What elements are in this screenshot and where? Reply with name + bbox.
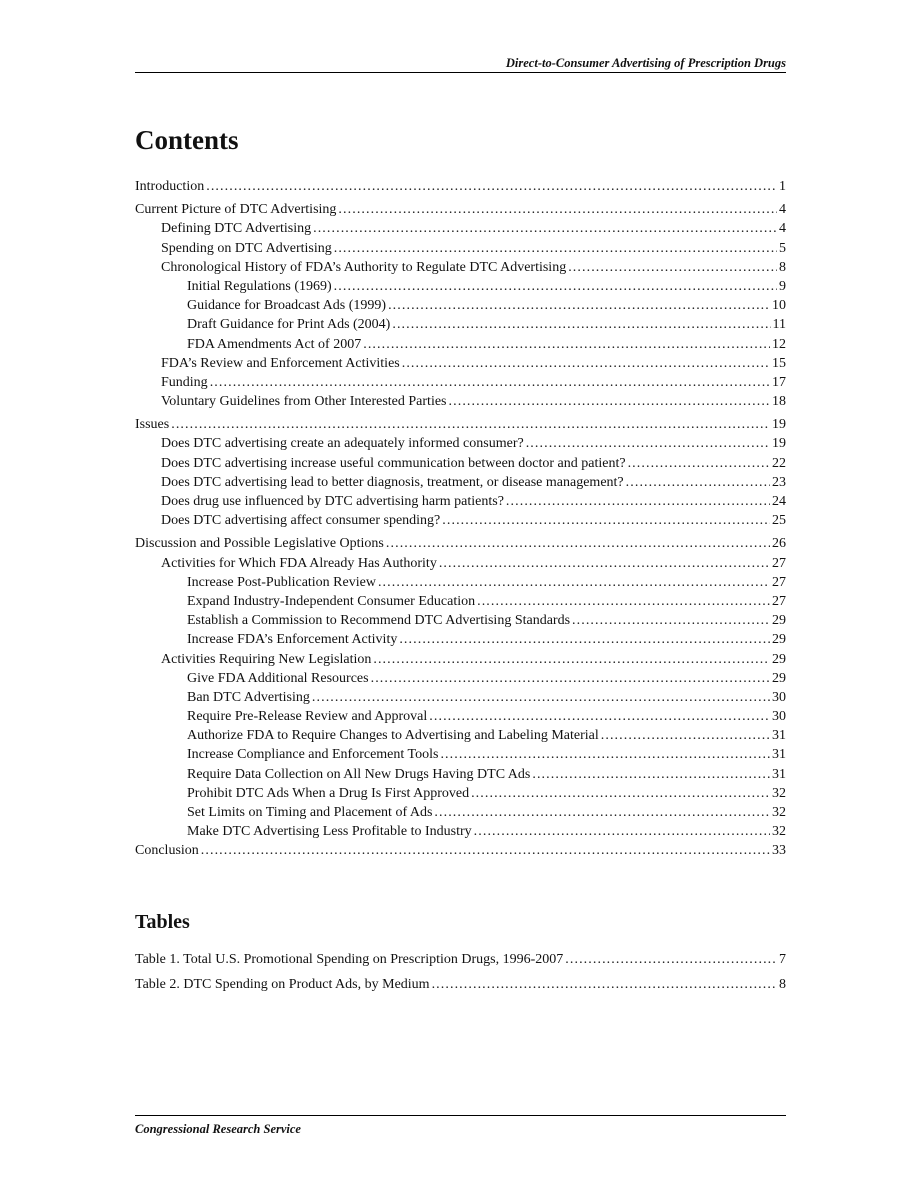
toc-entry-title: Prohibit DTC Ads When a Drug Is First Approved (187, 785, 470, 801)
running-footer: Congressional Research Service (135, 1122, 301, 1136)
leader-dots (171, 415, 770, 434)
toc-entry-page: 23 (772, 474, 786, 490)
toc-entry-title: Give FDA Additional Resources (187, 670, 369, 686)
leader-dots (201, 841, 770, 860)
toc-entry-page: 19 (772, 417, 786, 433)
toc-entry[interactable] (135, 573, 786, 592)
toc-entry-page: 18 (772, 394, 786, 410)
toc-entry-page: 24 (772, 494, 786, 509)
toc-entry-title: Establish a Commission to Recommend DTC Advertising Standards (187, 613, 571, 629)
leader-dots (434, 803, 770, 822)
table-entry-title: Table 1. Total U.S. Promotional Spending on Prescription Drugs, 1996-2007 (135, 952, 564, 967)
leader-dots (440, 745, 770, 764)
leader-dots (432, 975, 777, 994)
toc-entry-page: 12 (772, 336, 786, 352)
toc-entry[interactable] (135, 492, 786, 511)
toc-entry-page: 30 (772, 689, 786, 705)
toc-entry-page: 11 (772, 317, 786, 333)
toc-entry[interactable] (135, 688, 786, 707)
toc-entry[interactable] (135, 239, 786, 258)
leader-dots (429, 707, 770, 726)
toc-entry-page: 4 (779, 221, 786, 237)
table-entry-title: Table 2. DTC Spending on Product Ads, by Medium (135, 977, 430, 993)
toc-entry-page: 9 (779, 278, 786, 294)
toc-entry-page: 30 (772, 709, 786, 725)
leader-dots (312, 688, 770, 707)
toc-entry-title: Activities for Which FDA Already Has Authority (161, 555, 437, 571)
leader-dots (373, 650, 770, 669)
toc-entry[interactable] (135, 669, 786, 688)
toc-entry[interactable] (135, 841, 786, 860)
leader-dots (477, 592, 770, 611)
toc-entry-title: Does drug use influenced by DTC advertising harm patients? (161, 494, 504, 509)
leader-dots (338, 200, 777, 219)
toc-entry[interactable] (135, 511, 786, 530)
toc-entry-title: Discussion and Possible Legislative Options (135, 536, 384, 552)
leader-dots (439, 554, 770, 573)
toc-entry[interactable] (135, 296, 786, 315)
leader-dots (628, 454, 770, 473)
toc-entry-page: 27 (772, 593, 786, 609)
table-entry-page: 7 (779, 952, 786, 967)
toc-entry-title: Authorize FDA to Require Changes to Advertising and Labeling Material (187, 728, 599, 744)
toc-entry-page: 1 (779, 179, 786, 194)
leader-dots (565, 950, 777, 969)
toc-entry[interactable] (135, 534, 786, 553)
leader-dots (471, 784, 770, 803)
toc-entry-title: Conclusion (135, 843, 199, 859)
table-list-entry[interactable] (135, 950, 786, 969)
toc-entry-title: Voluntary Guidelines from Other Interested Parties (161, 394, 447, 410)
toc-entry-page: 33 (772, 843, 786, 859)
toc-entry[interactable] (135, 822, 786, 841)
toc-entry-title: Spending on DTC Advertising (161, 240, 332, 256)
toc-entry-title: Guidance for Broadcast Ads (1999) (187, 298, 387, 314)
toc-entry[interactable] (135, 454, 786, 473)
toc-entry-page: 32 (772, 824, 786, 840)
contents-heading: Contents (135, 125, 239, 155)
toc-entry[interactable] (135, 630, 786, 649)
toc-entry-title: Set Limits on Timing and Placement of Ads (187, 805, 433, 820)
toc-entry-title: Activities Requiring New Legislation (161, 651, 372, 667)
toc-entry-title: Does DTC advertising increase useful communication between doctor and patient? (161, 455, 626, 471)
leader-dots (532, 765, 770, 784)
toc-entry-page: 31 (772, 747, 786, 763)
leader-dots (386, 534, 770, 553)
toc-entry-title: Current Picture of DTC Advertising (135, 202, 337, 218)
toc-entry-page: 5 (779, 240, 786, 256)
toc-entry[interactable] (135, 200, 786, 219)
leader-dots (626, 473, 770, 492)
toc-entry-page: 29 (772, 651, 786, 667)
toc-entry[interactable] (135, 592, 786, 611)
toc-entry[interactable] (135, 258, 786, 277)
toc-entry-page: 17 (772, 374, 786, 390)
toc-entry-page: 27 (772, 555, 786, 571)
toc-entry[interactable] (135, 745, 786, 764)
leader-dots (363, 335, 770, 354)
toc-entry-page: 31 (772, 728, 786, 744)
toc-entry[interactable] (135, 803, 786, 822)
table-entry-page: 8 (779, 977, 786, 993)
footer-rule (135, 1115, 786, 1116)
toc-entry[interactable] (135, 354, 786, 373)
toc-entry[interactable] (135, 473, 786, 492)
toc-entry[interactable] (135, 373, 786, 392)
leader-dots (601, 726, 770, 745)
leader-dots (378, 573, 770, 592)
leader-dots (392, 315, 770, 334)
leader-dots (334, 239, 777, 258)
toc-entry-title: Introduction (135, 179, 205, 194)
toc-entry-title: Does DTC advertising lead to better diagnosis, treatment, or disease management? (161, 474, 624, 490)
leader-dots (572, 611, 770, 630)
toc-entry-title: Require Data Collection on All New Drugs Having DTC Ads (187, 766, 531, 782)
toc-entry[interactable] (135, 335, 786, 354)
toc-entry-title: FDA Amendments Act of 2007 (187, 336, 362, 352)
leader-dots (210, 373, 770, 392)
toc-entry-page: 8 (779, 259, 786, 275)
toc-entry[interactable] (135, 219, 786, 238)
running-header: Direct-to-Consumer Advertising of Prescription Drugs (505, 56, 786, 70)
header-rule (135, 72, 786, 73)
toc-entry-title: Increase Compliance and Enforcement Tools (187, 747, 439, 763)
toc-entry-title: Funding (161, 374, 208, 390)
toc-entry-title: Make DTC Advertising Less Profitable to Industry (187, 824, 472, 840)
toc-entry-page: 19 (772, 436, 786, 452)
leader-dots (334, 277, 777, 296)
toc-entry-title: Increase FDA’s Enforcement Activity (187, 632, 398, 648)
toc-entry[interactable] (135, 784, 786, 803)
toc-entry-title: Increase Post-Publication Review (187, 574, 376, 590)
toc-entry-page: 29 (772, 613, 786, 629)
list-of-tables (135, 950, 786, 994)
leader-dots (371, 669, 770, 688)
leader-dots (474, 822, 770, 841)
leader-dots (506, 492, 770, 511)
toc-entry-title: Chronological History of FDA’s Authority to Regulate DTC Advertising (161, 259, 567, 275)
leader-dots (206, 177, 777, 196)
toc-entry-title: Does DTC advertising create an adequately informed consumer? (161, 436, 524, 452)
toc-entry[interactable] (135, 392, 786, 411)
toc-entry-title: Initial Regulations (1969) (187, 278, 332, 294)
toc-entry[interactable] (135, 277, 786, 296)
table-list-entry[interactable] (135, 975, 786, 994)
toc-entry[interactable] (135, 707, 786, 726)
toc-entry-title: Ban DTC Advertising (187, 689, 310, 705)
toc-entry-page: 22 (772, 455, 786, 471)
toc-entry-title: FDA’s Review and Enforcement Activities (161, 355, 400, 371)
leader-dots (442, 511, 770, 530)
toc-entry-title: Does DTC advertising affect consumer spending? (161, 513, 441, 529)
toc-entry-page: 32 (772, 785, 786, 801)
toc-entry-title: Draft Guidance for Print Ads (2004) (187, 317, 391, 333)
toc-entry-page: 15 (772, 355, 786, 371)
leader-dots (526, 434, 770, 453)
toc-entry-page: 4 (779, 202, 786, 218)
leader-dots (449, 392, 770, 411)
toc-entry-title: Expand Industry-Independent Consumer Education (187, 593, 476, 609)
toc-entry[interactable] (135, 415, 786, 434)
toc-entry[interactable] (135, 554, 786, 573)
toc-entry-page: 29 (772, 670, 786, 686)
toc-entry-page: 25 (772, 513, 786, 529)
leader-dots (568, 258, 777, 277)
toc-entry[interactable] (135, 650, 786, 669)
toc-entry-page: 26 (772, 536, 786, 552)
toc-entry[interactable] (135, 177, 786, 196)
toc-entry[interactable] (135, 611, 786, 630)
toc-entry[interactable] (135, 726, 786, 745)
toc-entry-page: 29 (772, 632, 786, 648)
leader-dots (399, 630, 770, 649)
tables-heading: Tables (135, 911, 190, 933)
toc-entry[interactable] (135, 315, 786, 334)
toc-entry-page: 31 (772, 766, 786, 782)
toc-entry[interactable] (135, 765, 786, 784)
toc-entry-page: 10 (772, 298, 786, 314)
toc-entry-page: 27 (772, 574, 786, 590)
table-of-contents (135, 177, 786, 861)
toc-entry-title: Require Pre-Release Review and Approval (187, 709, 428, 725)
leader-dots (313, 219, 777, 238)
leader-dots (388, 296, 770, 315)
leader-dots (402, 354, 770, 373)
toc-entry[interactable] (135, 434, 786, 453)
toc-entry-title: Issues (135, 417, 170, 433)
toc-entry-page: 32 (772, 805, 786, 820)
toc-entry-title: Defining DTC Advertising (161, 221, 312, 237)
